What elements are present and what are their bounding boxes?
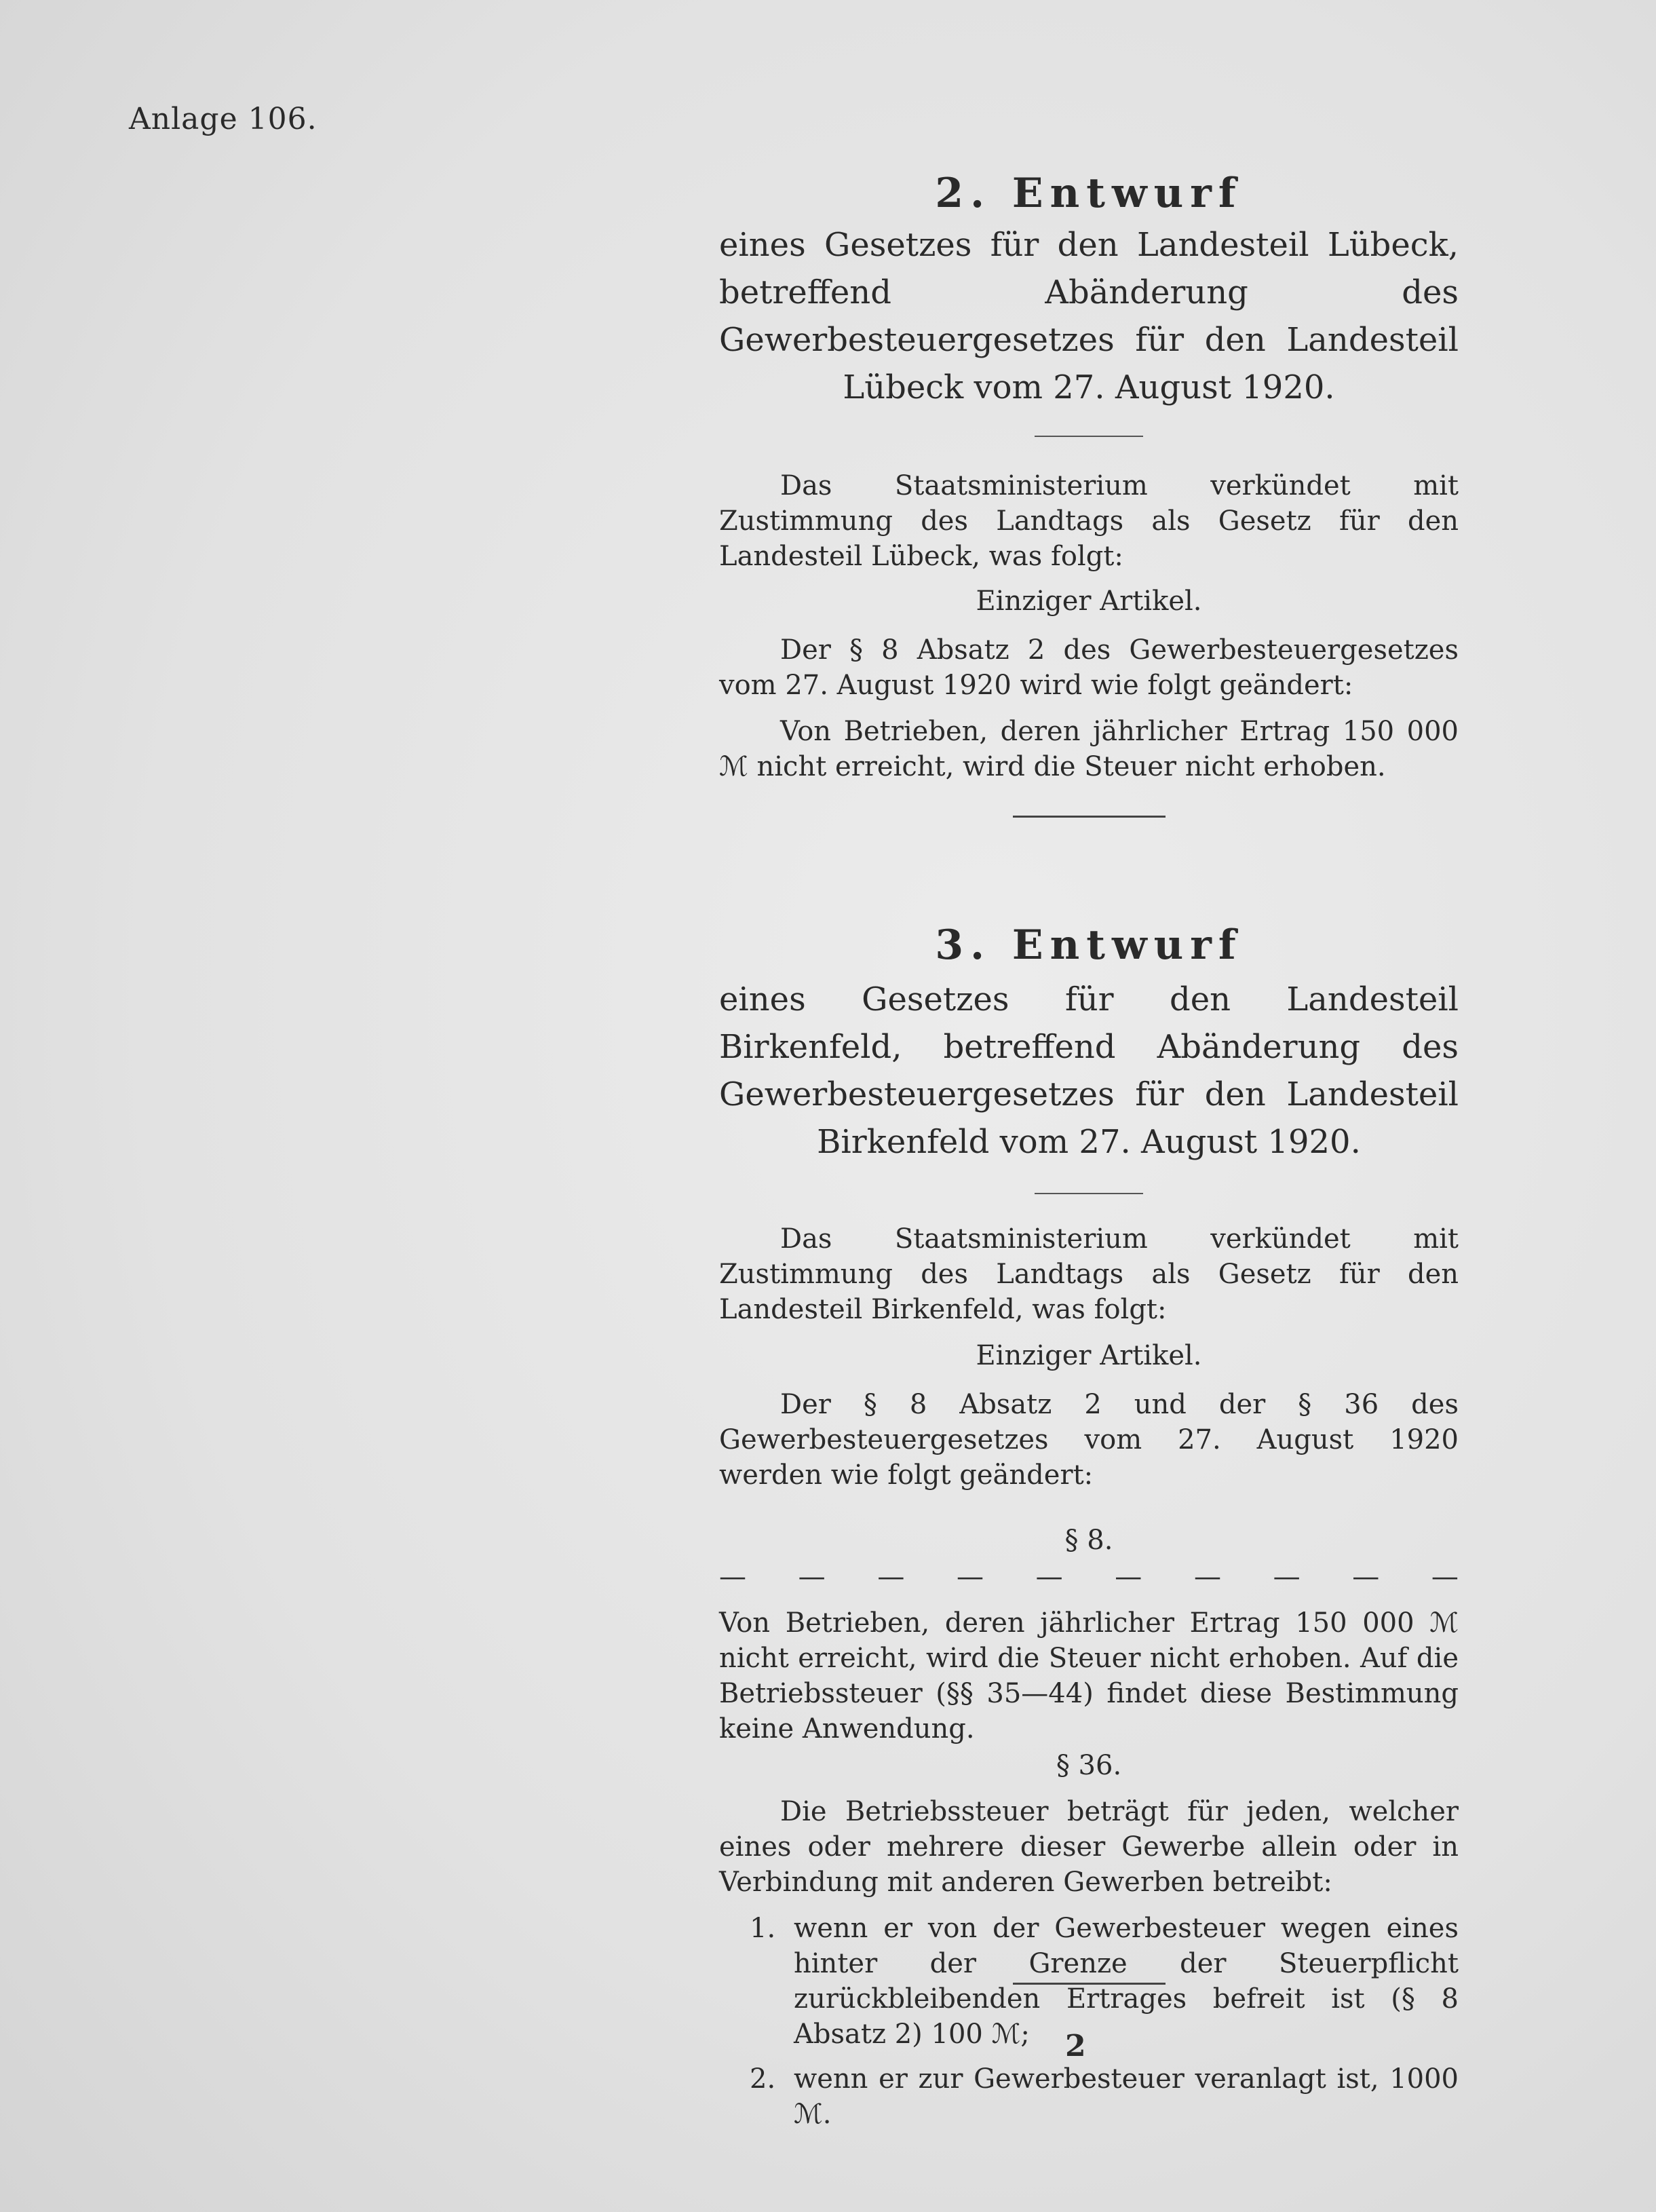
dash: —: [1273, 1561, 1301, 1593]
section-3-subtitle: eines Gesetzes für den Landesteil Birkenfeld, betreffend Abänderung des Gewerbesteuergesetzes für den Landesteil Birkenfeld vom 27. August 1920.: [719, 980, 1459, 1161]
list-item-number: 1.: [750, 1913, 776, 1944]
list-item-number: 2.: [750, 2063, 776, 2095]
section-3-intro: Das Staatsministerium verkündet mit Zustimmung des Landtags als Gesetz für den Landesteil Birkenfeld, was folgt:: [719, 1223, 1459, 1325]
omission-dashes: [719, 1561, 1459, 1593]
list-item-text: wenn er von der Gewerbesteuer wegen eines hinter der Grenze der Steuerpflicht zurückbleibenden Ertrages befreit ist (§ 8 Absatz 2) 100 ℳ;: [794, 1913, 1459, 2050]
section-2-heading: 2. Entwurf: [935, 170, 1243, 217]
dash: —: [798, 1561, 826, 1593]
list-item: [719, 2061, 1459, 2132]
separator-short: [1035, 436, 1143, 437]
section-2-article-text: Der § 8 Absatz 2 des Gewerbesteuergesetzes vom 27. August 1920 wird wie folgt geändert:: [719, 634, 1459, 701]
section-2-article-title: Einziger Artikel.: [976, 586, 1202, 617]
paragraph-36-text: Die Betriebssteuer beträgt für jeden, welcher eines oder mehrere dieser Gewerbe allein oder in Verbindung mit anderen Gewerben betreibt:: [719, 1796, 1459, 1898]
dash: —: [1035, 1561, 1063, 1593]
section-3-heading: 3. Entwurf: [935, 921, 1243, 969]
appendix-label: Anlage 106.: [129, 102, 317, 136]
dash: —: [956, 1561, 984, 1593]
separator-long-2-wrap: [719, 1983, 1459, 1985]
section-2: [719, 170, 1459, 784]
paragraph-36-label: § 36.: [1056, 1750, 1122, 1781]
dash: —: [1115, 1561, 1142, 1593]
paragraph-8-text: Von Betrieben, deren jährlicher Ertrag 150 000 ℳ nicht erreicht, wird die Steuer nicht erhoben. Auf die Betriebssteuer (§§ 35—44) findet diese Bestimmung keine Anwendung.: [719, 1607, 1459, 1744]
dash: —: [1193, 1561, 1221, 1593]
separator-long-1-wrap: [719, 816, 1459, 818]
page-number: 2: [1065, 2029, 1086, 2063]
separator-long: [1013, 816, 1166, 818]
separator-long: [1013, 1983, 1166, 1985]
dash: —: [1431, 1561, 1459, 1593]
dash: —: [719, 1561, 746, 1593]
section-3-article-text: Der § 8 Absatz 2 und der § 36 des Gewerbesteuergesetzes vom 27. August 1920 werden wie folgt geändert:: [719, 1389, 1459, 1491]
separator-short: [1035, 1193, 1143, 1194]
section-3: [719, 921, 1459, 2132]
paragraph-8-label: § 8.: [1064, 1525, 1113, 1556]
list-item-text: wenn er zur Gewerbesteuer veranlagt ist, 1000 ℳ.: [794, 2063, 1459, 2130]
section-2-amendment: Von Betrieben, deren jährlicher Ertrag 150 000 ℳ nicht erreicht, wird die Steuer nicht erhoben.: [719, 716, 1459, 782]
dash: —: [877, 1561, 905, 1593]
section-2-subtitle: eines Gesetzes für den Landesteil Lübeck, betreffend Abänderung des Gewerbesteuergesetzes für den Landesteil Lübeck vom 27. August 1920.: [719, 226, 1459, 406]
section-2-intro: Das Staatsministerium verkündet mit Zustimmung des Landtags als Gesetz für den Landesteil Lübeck, was folgt:: [719, 470, 1459, 572]
section-3-article-title: Einziger Artikel.: [976, 1340, 1202, 1371]
list-item: [719, 1911, 1459, 2052]
dash: —: [1352, 1561, 1380, 1593]
